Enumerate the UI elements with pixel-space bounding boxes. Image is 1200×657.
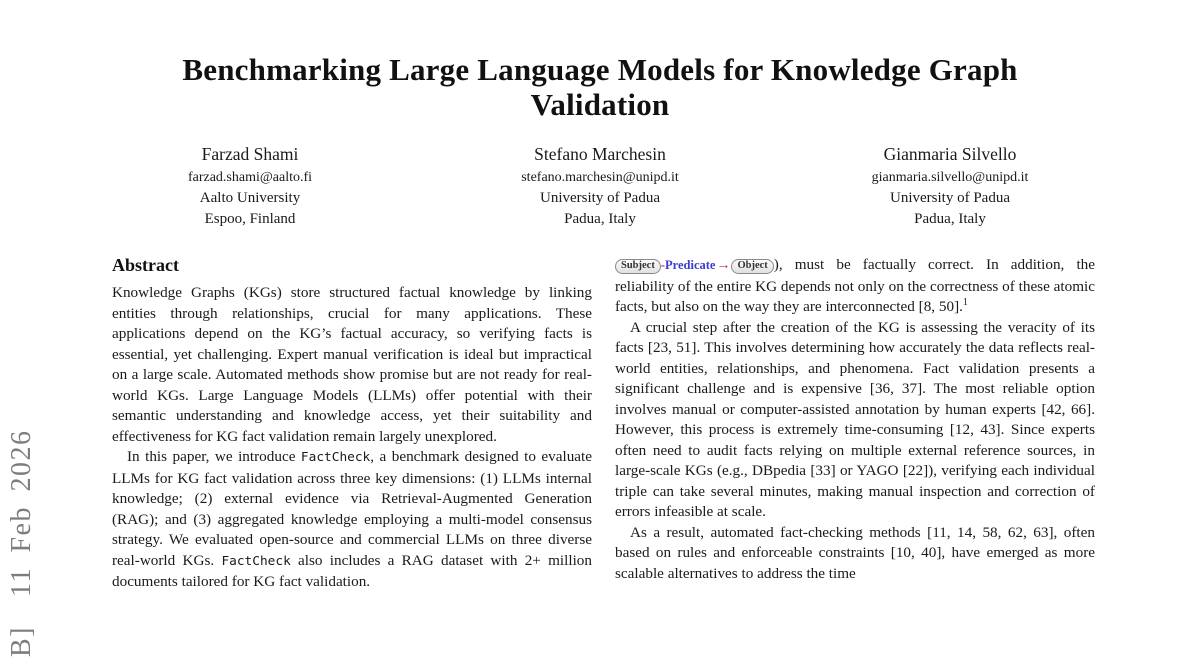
- author-3: [780, 144, 1120, 230]
- footnote-marker: 1: [962, 296, 968, 308]
- author-email: gianmaria.silvello@unipd.it: [871, 170, 1029, 185]
- author-email: stefano.marchesin@unipd.it: [521, 170, 679, 185]
- author-location: Padua, Italy: [914, 211, 986, 227]
- paper-title: [60, 52, 1140, 122]
- subject-node: Subject: [615, 259, 661, 274]
- author-name: Stefano Marchesin: [534, 144, 666, 164]
- abstract-p2-text: In this paper, we introduce: [127, 448, 301, 465]
- factcheck-inline-code: FactCheck: [300, 450, 371, 465]
- paper-title-line2: Validation: [530, 87, 670, 122]
- abstract-paragraph-2: [112, 447, 592, 593]
- intro-paragraph-text: ), must be factually correct. In addition, the reliability of the entire KG depends not only on the correctness of these atomic facts, but also on the way they are interconnected [8, 50].: [615, 256, 1095, 315]
- author-2: [430, 144, 770, 230]
- author-affiliation: University of Padua: [890, 190, 1010, 206]
- two-column-body: [112, 255, 1095, 593]
- factcheck-inline-code: FactCheck: [221, 553, 291, 569]
- author-location: Espoo, Finland: [204, 211, 296, 227]
- author-location: Padua, Italy: [564, 211, 636, 227]
- arxiv-stamp: B] 11 Feb 2026: [6, 429, 37, 657]
- right-paragraph-2: A crucial step after the creation of the KG is assessing the veracity of its facts [23, 51]. This involves determining how accurately the data reflects real-world entities, relationships, and phenomena. Fact validation presents a significant challenge and is expensive [36, 37]. The most reliable option involves manual or computer-assisted annotation by human experts [42, 66]. However, this process is extremely time-consuming [12, 43]. Since experts often need to audit facts relying on multiple external reference sources, in large-scale KGs (e.g., DBpedia [33] or YAGO [22]), verifying each individual triple can take several minutes, making manual inspection and correction of errors infeasible at scale.: [615, 318, 1095, 520]
- right-column: [615, 255, 1095, 593]
- object-node: Object: [731, 259, 773, 274]
- author-name: Farzad Shami: [201, 144, 299, 164]
- abstract-heading: Abstract: [112, 255, 179, 275]
- author-block: [0, 144, 1200, 230]
- author-affiliation: University of Padua: [540, 190, 660, 206]
- left-column: [112, 255, 592, 593]
- right-paragraph-3: As a result, automated fact-checking methods [11, 14, 58, 62, 63], often based on rules and enforceable constraints [10, 40], have emerged as more scalable alternatives to address the time: [615, 523, 1095, 582]
- intro-paragraph-continued: [615, 255, 1095, 318]
- author-email: farzad.shami@aalto.fi: [187, 170, 313, 185]
- paper-title-line1: Benchmarking Large Language Models for Knowledge Graph: [182, 52, 1018, 87]
- author-1: [80, 144, 420, 230]
- predicate-label: Predicate: [665, 258, 716, 272]
- abstract-p2-text: , a benchmark designed to evaluate LLMs for KG fact validation across three key dimensions: (1) LLMs internal knowledge; (2) external evidence via Retrieval-Augmented Generation (RAG); and (3) aggregated knowledge employing a multi-model consensus strategy. We evaluated open-source and commercial LLMs on three diverse real-world KGs.: [112, 448, 592, 569]
- abstract-paragraph-1: Knowledge Graphs (KGs) store structured factual knowledge by linking entities through relationships, crucial for many applications. These applications depend on the KG’s factual accuracy, so verifying facts is essential, yet challenging. Expert manual verification is ideal but impractical on a large scale. Automated methods show promise but are not ready for real-world KGs. Large Language Models (LLMs) offer potential with their semantic understanding and knowledge access, yet their suitability and effectiveness for KG fact validation remain largely unexplored.: [112, 284, 592, 445]
- abstract-p2-text: also includes a RAG dataset with 2+ million documents tailored for KG fact validation.: [112, 551, 592, 590]
- author-name: Gianmaria Silvello: [883, 144, 1017, 164]
- triple-edge-dash: -: [660, 258, 666, 272]
- author-affiliation: Aalto University: [199, 190, 301, 206]
- triple-arrow-icon: →: [716, 258, 731, 273]
